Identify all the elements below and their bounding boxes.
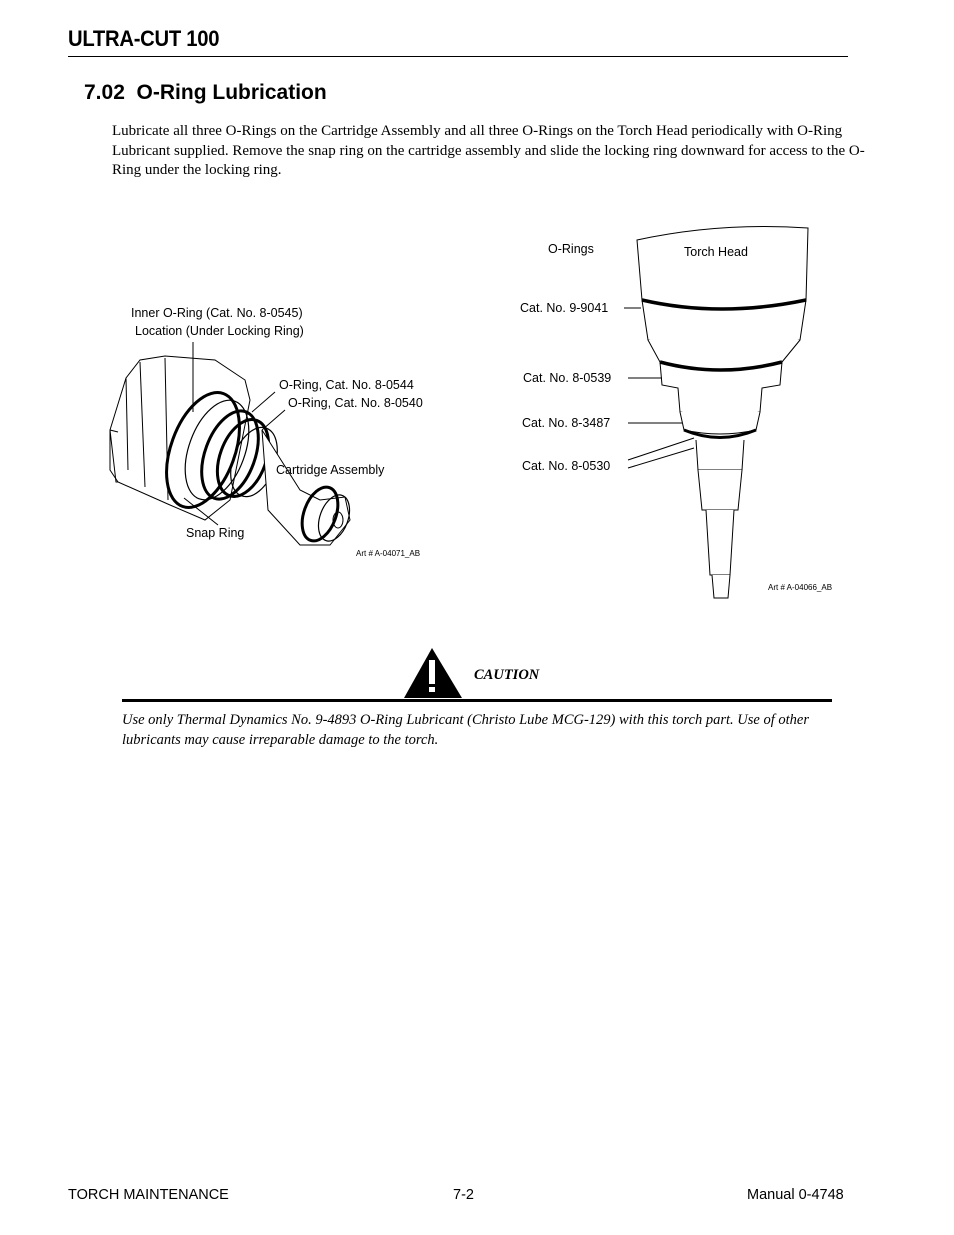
cat-8-0530-label: Cat. No. 8-0530	[522, 459, 611, 473]
cat-8-0539-label: Cat. No. 8-0539	[523, 371, 612, 385]
footer-manual-number: Manual 0-4748	[747, 1187, 844, 1203]
inner-oring-label-line1: Inner O-Ring (Cat. No. 8-0545)	[131, 306, 303, 320]
oring-8-0540-label: O-Ring, Cat. No. 8-0540	[288, 396, 423, 410]
orings-label: O-Rings	[548, 242, 594, 256]
cat-8-3487-label: Cat. No. 8-3487	[522, 416, 611, 430]
warning-triangle-icon	[404, 648, 462, 698]
cat-9-9041-label: Cat. No. 9-9041	[520, 301, 609, 315]
section-body-paragraph: Lubricate all three O-Rings on the Cartridge Assembly and all three O-Rings on the Torch Head periodically with O-Ring Lubricant supplied. Remove the snap ring on the cartridge assembly and slide the locking ring downward for access to the O-Ring under the locking ring.	[112, 123, 865, 178]
art-number-right: Art # A-04066_AB	[768, 583, 833, 592]
caution-divider	[122, 699, 832, 702]
snap-ring-label: Snap Ring	[186, 526, 245, 540]
oring-8-0544-label: O-Ring, Cat. No. 8-0544	[279, 378, 414, 392]
cartridge-assembly-illustration	[110, 342, 355, 546]
art-number-left: Art # A-04071_AB	[356, 549, 421, 558]
section-title: O-Ring Lubrication	[136, 81, 327, 104]
footer-section-name: TORCH MAINTENANCE	[68, 1187, 229, 1203]
torch-head-label: Torch Head	[684, 245, 748, 259]
inner-oring-label-line2: Location (Under Locking Ring)	[135, 324, 304, 338]
cartridge-assembly-label: Cartridge Assembly	[276, 463, 385, 477]
section-number: 7.02	[84, 81, 125, 104]
torch-head-illustration	[624, 227, 808, 599]
footer-page-number: 7-2	[453, 1187, 474, 1203]
caution-body-text: Use only Thermal Dynamics No. 9-4893 O-Ring Lubricant (Christo Lube MCG-129) with this torch part. Use of other lubricants may cause irreparable damage to the torch.	[122, 712, 809, 748]
document-header-title: ULTRA-CUT 100	[68, 26, 220, 51]
caution-label: CAUTION	[474, 667, 540, 683]
